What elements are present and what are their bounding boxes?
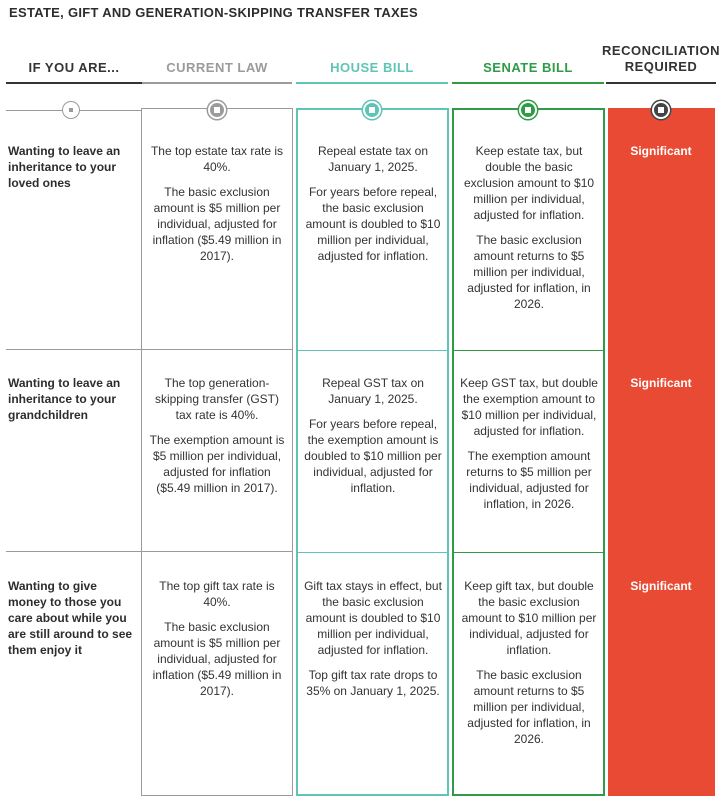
reconciliation-status-row-2: Significant [630,376,692,390]
senate-row-divider-2 [454,552,603,553]
reconciliation-column [608,108,715,796]
reconciliation-dot-icon [652,101,670,119]
current-row-divider-2 [142,551,292,552]
current-law-cell-row-3 [148,578,286,708]
you-column-dot-icon [62,101,80,119]
row-divider-1 [6,349,142,350]
col-header-current-law: CURRENT LAW [166,60,268,75]
current-row-2-para-1: The top generation-skipping transfer (GST) tax rate is 40%. [154,376,280,422]
col-header-you-underline [6,82,142,84]
current-law-cell-row-2 [148,375,286,505]
house-bill-dot-icon [363,101,381,119]
current-law-dot-icon [208,101,226,119]
reconciliation-status-row-3: Significant [630,579,692,593]
senate-bill-dot-icon [519,101,537,119]
col-header-reconciliation-line2: REQUIRED [624,59,698,74]
row-divider-2 [6,551,142,552]
house-row-1-para-1: Repeal estate tax on January 1, 2025. [317,144,429,174]
page-title: ESTATE, GIFT AND GENERATION-SKIPPING TRANSFER TAXES [9,5,418,20]
house-row-1-para-2: For years before repeal, the basic exclusion amount is doubled to $10 million per individual, adjusted for inflation. [305,185,441,263]
col-header-senate-underline [452,82,604,84]
senate-bill-cell-row-3 [460,578,598,756]
house-row-3-para-2: Top gift tax rate drops to 35% on January 1, 2025. [306,668,440,698]
row-label-inheritance-grandchildren: Wanting to leave an inheritance to your grandchildren [8,376,121,422]
house-bill-cell-row-3 [304,578,442,708]
senate-row-1-para-1: Keep estate tax, but double the basic exclusion amount to $10 million per individual, adjusted for inflation. [463,144,595,222]
col-header-reconciliation-underline [606,82,716,84]
senate-bill-cell-row-2 [460,375,598,521]
current-row-2-para-2: The exemption amount is $5 million per individual, adjusted for inflation ($5.49 million in 2017). [149,433,285,495]
current-row-1-para-2: The basic exclusion amount is $5 million per individual, adjusted for inflation ($5.49 million in 2017). [152,185,282,263]
reconciliation-status-row-1: Significant [630,144,692,158]
senate-row-2-para-1: Keep GST tax, but double the exemption amount to $10 million per individual, adjusted for inflation. [460,376,598,438]
current-law-cell-row-1 [148,143,286,273]
col-header-house-bill: HOUSE BILL [330,60,414,75]
senate-row-divider-1 [454,350,603,351]
house-bill-cell-row-2 [304,375,442,505]
current-row-3-para-1: The top gift tax rate is 40%. [159,579,275,609]
house-bill-cell-row-1 [304,143,442,273]
house-row-2-para-2: For years before repeal, the exemption amount is doubled to $10 million per individual, adjusted for inflation. [304,417,442,495]
col-header-current-underline [142,82,292,84]
senate-bill-cell-row-1 [460,143,598,321]
col-header-senate-bill: SENATE BILL [483,60,573,75]
senate-row-1-para-2: The basic exclusion amount returns to $5 million per individual, adjusted for inflation, in 2026. [467,233,591,311]
house-row-2-para-1: Repeal GST tax on January 1, 2025. [322,376,424,406]
col-header-you: IF YOU ARE... [28,60,120,75]
senate-row-2-para-2: The exemption amount returns to $5 million per individual, adjusted for inflation, in 2026. [466,449,592,511]
senate-row-3-para-2: The basic exclusion amount returns to $5 million per individual, adjusted for inflation, in 2026. [467,668,591,746]
current-row-divider-1 [142,349,292,350]
row-label-give-money: Wanting to give money to those you care about while you are still around to see them enjoy it [8,579,133,657]
row-label-inheritance-loved-ones: Wanting to leave an inheritance to your loved ones [8,144,121,190]
col-header-reconciliation-line1: RECONCILIATION [602,43,720,58]
house-row-divider-1 [298,350,447,351]
house-row-3-para-1: Gift tax stays in effect, but the basic exclusion amount is doubled to $10 million per individual, adjusted for inflation. [304,579,442,657]
senate-row-3-para-1: Keep gift tax, but double the basic exclusion amount to $10 million per individual, adjusted for inflation. [461,579,597,657]
col-header-house-underline [296,82,448,84]
current-row-1-para-1: The top estate tax rate is 40%. [150,144,284,174]
col-header-reconciliation [602,42,720,82]
current-row-3-para-2: The basic exclusion amount is $5 million per individual, adjusted for inflation ($5.49 million in 2017). [152,620,282,698]
house-row-divider-2 [298,552,447,553]
